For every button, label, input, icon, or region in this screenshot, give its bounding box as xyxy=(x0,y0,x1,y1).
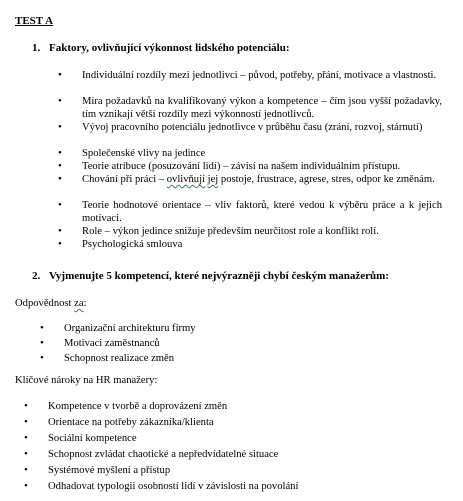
question-2-heading xyxy=(32,270,389,283)
list-item: • Individuální rozdíly mezi jednotlivci – původ, potřeby, přání, motivace a vlastnosti. xyxy=(58,69,437,81)
bullet-icon: • xyxy=(58,95,62,107)
question-1-heading xyxy=(32,42,290,55)
bullet-icon: • xyxy=(58,238,62,250)
list-item: • Sociální kompetence xyxy=(24,432,137,444)
bullet-icon: • xyxy=(58,173,62,185)
list-item: • Schopnost zvládat chaotické a nepředvídatelné situace xyxy=(24,448,279,460)
list-item: • Systémové myšlení a přístup xyxy=(24,464,171,476)
test-title: TEST A xyxy=(15,15,54,27)
bullet-icon: • xyxy=(24,432,28,444)
list-item: • Psychologická smlouva xyxy=(58,238,183,250)
bullet-icon: • xyxy=(58,225,62,237)
bullet-icon: • xyxy=(58,199,62,211)
list-item: • Teorie hodnotové orientace – vliv faktorů, které vedou k výběru práce a k jejich motivaci. xyxy=(58,199,442,224)
list-item: • Orientace na potřeby zákazníka/klienta xyxy=(24,416,214,428)
question-2-text: Vyjmenujte 5 kompetencí, které nejvýrazněji chybí českým manažerům: xyxy=(49,270,389,282)
list-item: • Společenské vlivy na jedince xyxy=(58,147,206,159)
bullet-icon: • xyxy=(24,448,28,460)
question-1-list xyxy=(58,69,442,251)
spellcheck-word: jej xyxy=(207,174,219,185)
bullet-icon: • xyxy=(24,464,28,476)
bullet-icon: • xyxy=(58,121,62,133)
list-item: • Chování při práci – ovlivňují jej postoje, frustrace, agrese, stres, odpor ke změnám. xyxy=(58,173,435,185)
list-item: • Organizační architekturu firmy xyxy=(40,322,196,334)
question-1-number: 1. xyxy=(32,42,41,54)
list-item: • Vývoj pracovního potenciálu jednotlivce v průběhu času (zrání, rozvoj, stárnutí) xyxy=(58,121,423,133)
list-item: • Odhadovat typologii osobností lidí v závislosti na povolání xyxy=(24,480,299,492)
bullet-icon: • xyxy=(40,337,44,349)
bullet-icon: • xyxy=(40,322,44,334)
list-item: • Motivaci zaměstnanců xyxy=(40,337,160,349)
hr-demands-label: Klíčové nároky na HR manažery: xyxy=(15,375,158,386)
bullet-icon: • xyxy=(24,416,28,428)
bullet-icon: • xyxy=(58,69,62,81)
list-item: • Kompetence v tvorbě a doprovázení změn xyxy=(24,400,228,412)
question-1-text: Faktory, ovlivňující výkonnost lidského potenciálu: xyxy=(49,42,290,54)
bullet-icon: • xyxy=(24,400,28,412)
responsibility-list xyxy=(40,322,444,367)
list-item: • Role – výkon jedince snižuje především neurčitost role a konflikt rolí. xyxy=(58,225,379,237)
list-item: • Schopnost realizace změn xyxy=(40,352,175,364)
bullet-icon: • xyxy=(24,480,28,492)
bullet-icon: • xyxy=(58,147,62,159)
hr-demands-list xyxy=(24,400,443,496)
list-item: • Teorie atribuce (posuzování lidí) – závisí na našem individuálním přístupu. xyxy=(58,160,401,172)
responsibility-label: Odpovědnost za: xyxy=(15,298,87,309)
question-2-number: 2. xyxy=(32,270,41,282)
spellcheck-word: ovlivňují xyxy=(166,174,205,185)
list-item: • Míra požadavků na kvalifikovaný výkon a kompetence – čím jsou vyšší požadavky, tím vznikají větší rozdíly mezi výkonností jednotlivců. xyxy=(58,95,442,120)
bullet-icon: • xyxy=(58,160,62,172)
bullet-icon: • xyxy=(40,352,44,364)
